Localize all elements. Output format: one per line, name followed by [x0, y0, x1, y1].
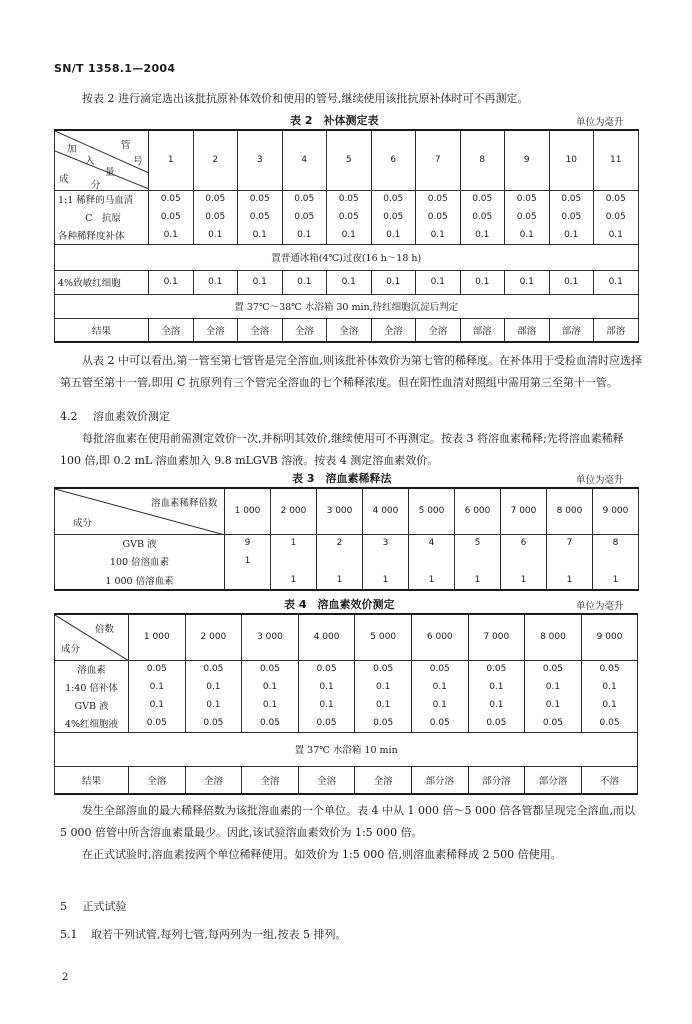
table2-unit: 单位为毫升: [576, 117, 624, 128]
table4-unit: 单位为毫升: [576, 601, 624, 612]
table4-cell: 0.1: [298, 678, 355, 696]
table2-cell: 0.05: [416, 190, 461, 208]
table4-col-header: 4 000: [298, 614, 355, 660]
table3-cell: 4: [409, 534, 455, 552]
table3-cell: [455, 552, 501, 570]
table2-result-cell: 部溶: [460, 318, 505, 342]
table2-cell: 0.05: [460, 190, 505, 208]
table2-row-label: 各种稀释度补体: [55, 226, 149, 244]
table4-result-cell: 部分溶: [411, 766, 468, 794]
table3-col-header: 3 000: [317, 488, 363, 534]
table2-cell: 0.1: [238, 270, 283, 294]
table4-cell: 0.1: [468, 696, 525, 714]
table3-corner-top: 溶血素稀释倍数: [151, 498, 218, 509]
section-number: 5.1: [60, 928, 78, 941]
section-5-heading: [60, 898, 127, 914]
table4-cell: 0.1: [581, 678, 638, 696]
table3-col-header: 5 000: [409, 488, 455, 534]
table3-cell: 1: [547, 570, 593, 590]
table4-cell: 0.1: [468, 678, 525, 696]
table2-cell: 0.1: [327, 270, 372, 294]
table4-cell: 0.05: [129, 714, 186, 732]
table2-result-cell: 全溶: [149, 318, 194, 342]
table4-col-header: 9 000: [581, 614, 638, 660]
table2: [54, 129, 639, 343]
table4-cell: 0.05: [525, 660, 582, 678]
section-4-2-heading: [60, 408, 170, 424]
table4-col-header: 7 000: [468, 614, 525, 660]
table3-cell: [225, 570, 271, 590]
table2-cell: 0.1: [149, 226, 194, 244]
table4-result-cell: 全溶: [129, 766, 186, 794]
table3-cell: [409, 552, 455, 570]
table4-cell: 0.05: [242, 660, 299, 678]
table3-cell: 1: [271, 570, 317, 590]
table2-cell: 0.1: [416, 270, 461, 294]
table4-cell: 0.05: [581, 714, 638, 732]
table2-col-header: 1: [149, 130, 194, 190]
page-number: 2: [62, 972, 69, 983]
table4-cell: 0.1: [355, 678, 412, 696]
table4-result-cell: 部分溶: [525, 766, 582, 794]
table2-cell: 0.05: [549, 208, 594, 226]
table2-row-label: 1:1 稀释的马血清: [55, 190, 149, 208]
table2-corner-text: 分: [91, 180, 101, 190]
table4-cell: 0.05: [411, 714, 468, 732]
table4-result-cell: 不溶: [581, 766, 638, 794]
table2-cell: 0.05: [594, 190, 639, 208]
table3-cell: [363, 552, 409, 570]
table2-result-cell: 全溶: [238, 318, 283, 342]
table3-cell: 1: [271, 534, 317, 552]
table2-cell: 0.1: [282, 270, 327, 294]
table2-cell: 0.1: [460, 270, 505, 294]
table2-cell: 0.1: [505, 226, 550, 244]
table3-cell: 1: [225, 552, 271, 570]
table4-caption: 表 4 溶血素效价测定: [284, 598, 395, 611]
table4-cell: 0.1: [411, 696, 468, 714]
table4-cell: 0.1: [355, 696, 412, 714]
table2-corner-text: 号: [133, 156, 143, 167]
table2-corner-text: 入: [85, 156, 95, 167]
table4: [54, 613, 638, 795]
table4-cell: 0.1: [129, 678, 186, 696]
table2-cell: 0.05: [371, 190, 416, 208]
section-number: 4.2: [60, 410, 78, 423]
table3-cell: [271, 552, 317, 570]
table3-col-header: 7 000: [501, 488, 547, 534]
table3-cell: 1: [409, 570, 455, 590]
table4-cell: 0.05: [185, 714, 242, 732]
table4-cell: 0.1: [242, 696, 299, 714]
table4-cell: 0.1: [411, 678, 468, 696]
table2-cell: 0.05: [416, 208, 461, 226]
table3-col-header: 8 000: [547, 488, 593, 534]
table2-cell: 0.05: [505, 190, 550, 208]
table2-col-header: 8: [460, 130, 505, 190]
table3-cell: 1: [501, 570, 547, 590]
table2-col-header: 2: [193, 130, 238, 190]
table2-cell: 0.1: [594, 270, 639, 294]
table3-corner-cell: [55, 488, 225, 534]
table2-result-label: 结果: [55, 318, 149, 342]
table3-row-label: GVB 液: [55, 534, 225, 552]
table3-row-label: 1 000 倍溶血素: [55, 570, 225, 590]
table3-cell: [317, 552, 363, 570]
table2-cell: 0.1: [549, 226, 594, 244]
table2-cell: 0.05: [549, 190, 594, 208]
table3-cell: 1: [363, 570, 409, 590]
table3-col-header: 4 000: [363, 488, 409, 534]
table4-cell: 0.05: [298, 660, 355, 678]
table2-cell: 0.05: [193, 208, 238, 226]
table4-cell: 0.05: [242, 714, 299, 732]
table2-cell: 0.1: [193, 270, 238, 294]
table4-col-header: 5 000: [355, 614, 412, 660]
section-title: 正式试验: [82, 900, 127, 913]
table2-cell: 0.05: [238, 190, 283, 208]
table4-cell: 0.05: [355, 660, 412, 678]
table3-cell: 1: [317, 570, 363, 590]
table2-cell: 0.1: [594, 226, 639, 244]
table2-corner-cell: [55, 130, 149, 190]
table2-row-label: 4%致敏红细胞: [55, 270, 149, 294]
table2-result-cell: 全溶: [327, 318, 372, 342]
formal-test-dilution-paragraph: 在正式试验时,溶血素按两个单位稀释使用。如效价为 1:5 000 倍,则溶血素稀释成 2 500 倍使用。: [82, 848, 562, 861]
table2-cell: 0.1: [371, 226, 416, 244]
table2-corner-text: 管: [121, 140, 131, 151]
table3-row-label: 100 倍溶血素: [55, 552, 225, 570]
table4-water-bath-note: 置 37℃ 水浴箱 10 min: [55, 732, 638, 766]
table2-result-cell: 部溶: [549, 318, 594, 342]
table3: [54, 487, 639, 591]
table2-cell: 0.05: [460, 208, 505, 226]
table3-cell: 1: [593, 570, 639, 590]
table4-cell: 0.1: [581, 696, 638, 714]
section-number: 5: [60, 900, 67, 913]
table3-caption: 表 3 溶血素稀释法: [292, 472, 392, 485]
table4-row-label: 1:40 倍补体: [55, 678, 129, 696]
table4-cell: 0.05: [298, 714, 355, 732]
table3-cell: 5: [455, 534, 501, 552]
table2-incubation-note: 置普通冰箱(4℃)过夜(16 h～18 h): [55, 244, 639, 270]
section-text: 取若干列试管,每列七管,每两列为一组,按表 5 排列。: [91, 928, 347, 941]
table4-cell: 0.1: [298, 696, 355, 714]
table2-cell: 0.05: [238, 208, 283, 226]
table4-col-header: 8 000: [525, 614, 582, 660]
table4-result-label: 结果: [55, 766, 129, 794]
table4-col-header: 3 000: [242, 614, 299, 660]
table2-caption: 表 2 补体测定表: [290, 114, 379, 127]
table2-corner-text: 加: [67, 144, 77, 155]
table2-col-header: 6: [371, 130, 416, 190]
table2-corner-text: 成: [59, 174, 69, 185]
table2-cell: 0.1: [327, 226, 372, 244]
table4-col-header: 2 000: [185, 614, 242, 660]
table3-cell: [593, 552, 639, 570]
table4-cell: 0.05: [411, 660, 468, 678]
table4-cell: 0.1: [129, 696, 186, 714]
table2-cell: 0.1: [416, 226, 461, 244]
table3-cell: 1: [455, 570, 501, 590]
table4-result-cell: 全溶: [355, 766, 412, 794]
table2-cell: 0.1: [460, 226, 505, 244]
table4-cell: 0.1: [185, 678, 242, 696]
table2-result-cell: 全溶: [282, 318, 327, 342]
table2-cell: 0.05: [149, 190, 194, 208]
table4-corner-cell: [55, 614, 129, 660]
table2-cell: 0.1: [238, 226, 283, 244]
section-title: 溶血素效价测定: [93, 410, 170, 423]
section-5-1-paragraph: [60, 926, 346, 942]
table2-col-header: 3: [238, 130, 283, 190]
table4-row-label: 4%红细胞液: [55, 714, 129, 732]
table2-col-header: 7: [416, 130, 461, 190]
table4-cell: 0.05: [525, 714, 582, 732]
intro-paragraph: 按表 2 进行滴定选出该批抗原补体效价和使用的管号,继续使用该批抗原补体时可不再测定。: [82, 92, 529, 105]
table2-cell: 0.1: [505, 270, 550, 294]
table3-col-header: 6 000: [455, 488, 501, 534]
table2-cell: 0.05: [193, 190, 238, 208]
table4-result-cell: 部分溶: [468, 766, 525, 794]
table4-result-cell: 全溶: [242, 766, 299, 794]
table4-cell: 0.05: [355, 714, 412, 732]
table3-cell: 2: [317, 534, 363, 552]
table3-col-header: 9 000: [593, 488, 639, 534]
table2-corner-text: 量: [105, 167, 115, 178]
table2-col-header: 10: [549, 130, 594, 190]
table3-col-header: 2 000: [271, 488, 317, 534]
table3-col-header: 1 000: [225, 488, 271, 534]
table4-cell: 0.1: [242, 678, 299, 696]
table2-row-label: C 抗原: [55, 208, 149, 226]
table2-cell: 0.05: [505, 208, 550, 226]
table2-cell: 0.05: [282, 208, 327, 226]
table2-result-cell: 全溶: [416, 318, 461, 342]
table3-cell: 9: [225, 534, 271, 552]
table2-cell: 0.1: [193, 226, 238, 244]
table4-cell: 0.1: [525, 678, 582, 696]
table4-cell: 0.05: [468, 660, 525, 678]
table2-cell: 0.1: [371, 270, 416, 294]
table2-cell: 0.05: [282, 190, 327, 208]
table2-cell: 0.05: [327, 208, 372, 226]
table2-cell: 0.05: [327, 190, 372, 208]
table4-analysis-paragraph: 发生全部溶血的最大稀释倍数为该批溶血素的一个单位。表 4 中从 1 000 倍～5 000 倍各管都呈现完全溶血,而以 5 000 倍管中所含溶血素量最少。因此,该试验溶血素效价为 1:5 000 倍。: [60, 804, 635, 839]
table4-result-cell: 全溶: [185, 766, 242, 794]
table4-cell: 0.05: [129, 660, 186, 678]
table4-col-header: 1 000: [129, 614, 186, 660]
table3-cell: 8: [593, 534, 639, 552]
table2-cell: 0.05: [371, 208, 416, 226]
table2-cell: 0.1: [149, 270, 194, 294]
table2-cell: 0.05: [594, 208, 639, 226]
table3-corner-bottom: 成分: [73, 518, 93, 529]
table2-result-cell: 全溶: [193, 318, 238, 342]
document-id: SN/T 1358.1—2004: [54, 62, 176, 75]
table4-cell: 0.05: [468, 714, 525, 732]
table4-corner-top: 倍数: [95, 624, 115, 635]
table4-row-label: 溶血素: [55, 660, 129, 678]
table3-cell: 6: [501, 534, 547, 552]
table3-cell: 7: [547, 534, 593, 552]
table2-water-bath-note: 置 37℃～38℃ 水浴箱 30 min,待红细胞沉淀后判定: [55, 294, 639, 318]
table2-col-header: 9: [505, 130, 550, 190]
table2-cell: 0.05: [149, 208, 194, 226]
table2-cell: 0.1: [282, 226, 327, 244]
table2-col-header: 5: [327, 130, 372, 190]
table2-cell: 0.1: [549, 270, 594, 294]
table4-cell: 0.1: [185, 696, 242, 714]
table4-cell: 0.05: [581, 660, 638, 678]
table4-cell: 0.1: [525, 696, 582, 714]
table2-result-cell: 部溶: [594, 318, 639, 342]
table4-cell: 0.05: [185, 660, 242, 678]
table4-row-label: GVB 液: [55, 696, 129, 714]
table4-col-header: 6 000: [411, 614, 468, 660]
table3-cell: [501, 552, 547, 570]
section-4-2-paragraph: 每批溶血素在使用前需测定效价一次,并标明其效价,继续使用可不再测定。按表 3 将溶血素稀释;先将溶血素稀释 100 倍,即 0.2 mL 溶血素加入 9.8 mLGVB 溶液。按表 4 测定溶血素效价。: [60, 432, 624, 467]
table2-col-header: 4: [282, 130, 327, 190]
table2-result-cell: 全溶: [371, 318, 416, 342]
table3-cell: [547, 552, 593, 570]
table4-corner-bottom: 成分: [61, 644, 81, 655]
table2-result-cell: 部溶: [505, 318, 550, 342]
table3-unit: 单位为毫升: [576, 475, 624, 486]
table2-analysis-paragraph: 从表 2 中可以看出,第一管至第七管皆是完全溶血,则该批补体效价为第七管的稀释度。在补体用于受检血清时应选择第五管至第十一管,即用 C 抗原列有三个管完全溶血的七个稀释浓度。但在阳性血清对照组中需用第三至第十一管。: [60, 354, 642, 389]
table4-result-cell: 全溶: [298, 766, 355, 794]
table3-cell: 3: [363, 534, 409, 552]
table2-col-header: 11: [594, 130, 639, 190]
